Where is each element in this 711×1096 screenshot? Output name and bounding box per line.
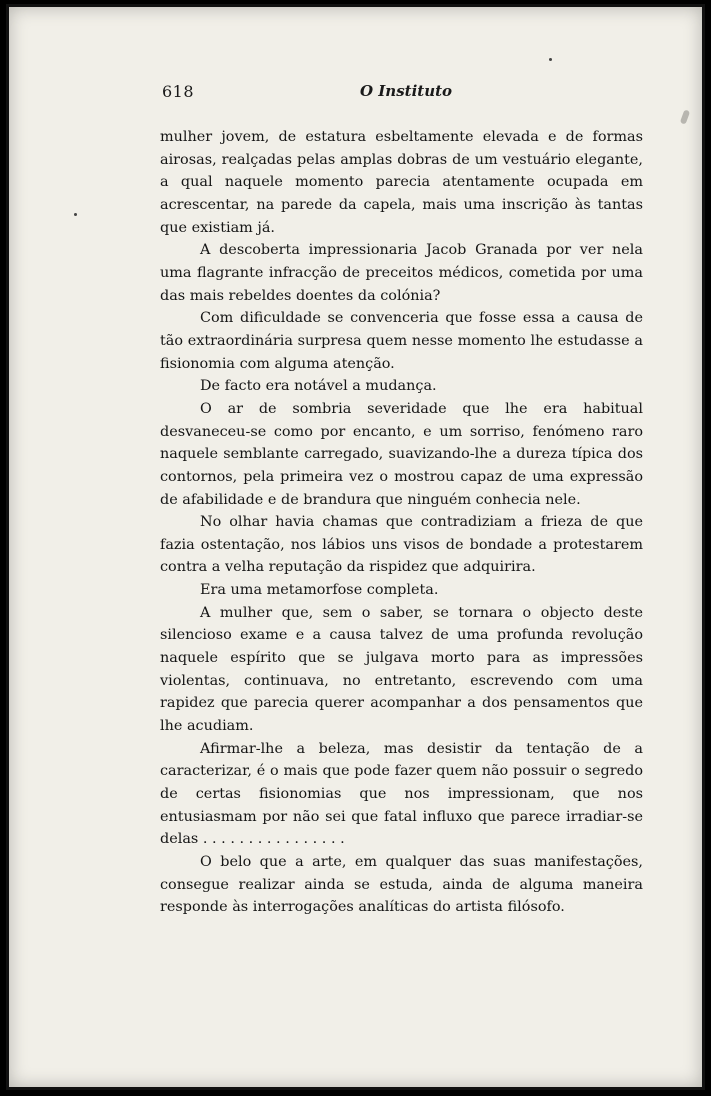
paragraph: A mulher que, sem o saber, se tornara o objecto deste silencioso exame e a causa talvez de uma profunda revolução naquele espírito que se julgava morto para as impressões violentas, continuava, no entretanto, escrevendo com uma rapidez que parecia querer acompanhar a dos pensamentos que lhe acudiam. <box>160 604 643 735</box>
paragraph: mulher jovem, de estatura esbeltamente elevada e de formas airosas, realçadas pelas amplas dobras de um vestuário elegante, a qual naquele momento parecia atentamente ocupada em acrescentar, na parede da capela, mais uma inscrição às tantas que existiam já. <box>160 129 643 236</box>
scan-speck <box>74 213 77 216</box>
paragraph: A descoberta impressionaria Jacob Granada por ver nela uma flagrante infracção de preceitos médicos, cometida por uma das mais rebeldes doentes da colónia? <box>160 242 643 304</box>
paragraph: De facto era notável a mudança. <box>200 378 437 395</box>
paragraph: O ar de sombria severidade que lhe era habitual desvaneceu-se como por encanto, e um sorriso, fenómeno raro naquele semblante carregado, suavizando-lhe a dureza típica dos contornos, pela primeira vez o mostrou capaz de uma expressão de afabilidade e de brandura que ninguém conhecia nele. <box>160 400 643 508</box>
paragraph: No olhar havia chamas que contradiziam a frieza de que fazia ostentação, nos lábios uns visos de bondade a protestarem contra a velha reputação da rispidez que adquirira. <box>160 514 643 576</box>
page-number: 618 <box>162 82 195 101</box>
scan-speck <box>549 58 552 61</box>
paragraph: Afirmar-lhe a beleza, mas desistir da tentação de a caracterizar, é o mais que pode fazer quem não possuir o segredo de certas fisionomias que nos impressionam, que nos entusiasmam por não sei que fatal influxo que parece irradiar-se delas . . . . . . . . . . . . . . . . <box>160 740 643 848</box>
paragraph: O belo que a arte, em qualquer das suas manifestações, consegue realizar ainda se estuda, ainda de alguma maneira responde às interrogações analíticas do artista filósofo. <box>160 854 643 916</box>
page-header <box>158 82 644 106</box>
running-title: O Instituto <box>360 82 453 100</box>
paragraph: Era uma metamorfose completa. <box>200 582 439 599</box>
paragraph: Com dificuldade se convenceria que fosse essa a causa de tão extraordinária surpresa quem nesse momento lhe estudasse a fisionomia com alguma atenção. <box>160 310 643 372</box>
body-text <box>160 126 643 919</box>
